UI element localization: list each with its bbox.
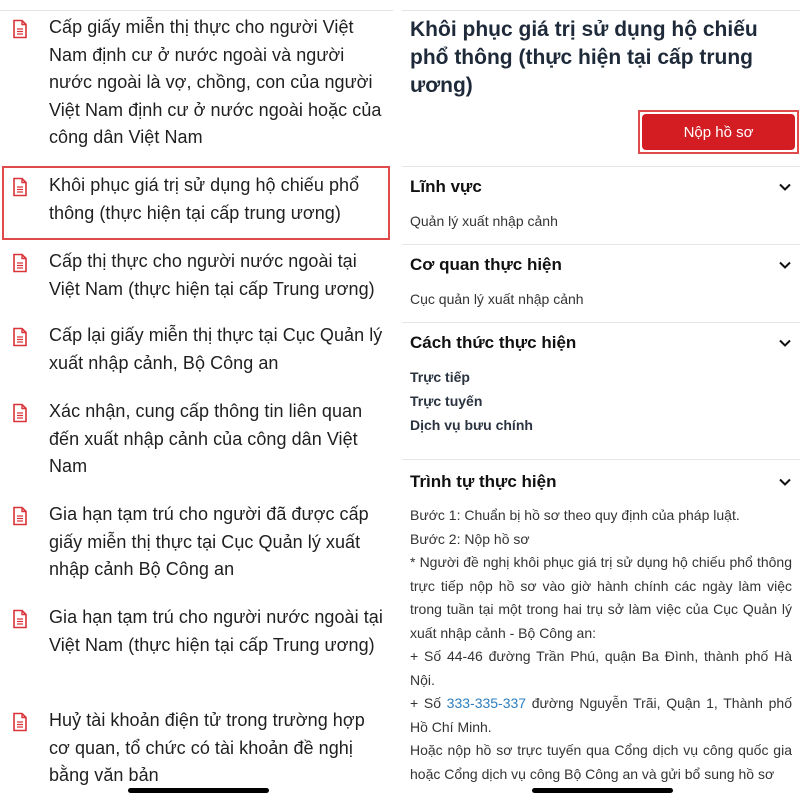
section-field-header[interactable]: [402, 167, 800, 207]
method-in-person: Trực tiếp: [410, 369, 470, 385]
section-field: [402, 166, 800, 242]
procedure-label: Gia hạn tạm trú cho người đã được cấp giấy miễn thị thực tại Cục Quản lý xuất nhập cảnh Bộ Công an: [49, 504, 369, 579]
divider: [402, 10, 800, 11]
procedure-label: Huỷ tài khoản điện tử trong trường hợp cơ quan, tổ chức có tài khoản đề nghị bằng văn bản: [49, 710, 365, 785]
document-icon: [10, 177, 30, 197]
procedure-list-item[interactable]: [0, 707, 393, 797]
chevron-down-icon[interactable]: [778, 258, 792, 272]
procedure-label: Cấp giấy miễn thị thực cho người Việt Nam định cư ở nước ngoài và người nước ngoài là vợ, chồng, con của người Việt Nam định cư ở nước ngoài hoặc của công dân Việt Nam: [49, 17, 382, 147]
step-2: Bước 2: Nộp hồ sơ: [410, 530, 530, 547]
online-submission-note: Hoặc nộp hồ sơ trực tuyến qua Cổng dịch vụ công quốc gia hoặc Cổng dịch vụ công Bộ Công an và gửi bổ sung hồ sơ: [410, 742, 792, 782]
chevron-down-icon[interactable]: [778, 475, 792, 489]
procedure-list-item-selected[interactable]: [4, 168, 388, 238]
method-online: Trực tuyến: [410, 393, 483, 409]
home-indicator: [532, 788, 673, 793]
document-icon: [10, 506, 30, 526]
address-prefix: + Số: [410, 695, 447, 711]
procedure-list: [0, 14, 393, 785]
home-indicator: [128, 788, 269, 793]
document-icon: [10, 609, 30, 629]
section-title: Cách thức thực hiện: [410, 333, 577, 352]
procedure-title: Khôi phục giá trị sử dụng hộ chiếu phổ thông (thực hiện tại cấp trung ương): [410, 18, 758, 97]
procedure-label: Cấp lại giấy miễn thị thực tại Cục Quản lý xuất nhập cảnh, Bộ Công an: [49, 325, 383, 373]
procedure-label: Khôi phục giá trị sử dụng hộ chiếu phổ thông (thực hiện tại cấp trung ương): [49, 175, 360, 223]
procedure-list-item[interactable]: [0, 322, 393, 382]
document-icon: [10, 712, 30, 732]
procedure-list-item[interactable]: [0, 501, 393, 589]
submit-application-button[interactable]: Nộp hồ sơ: [642, 114, 795, 150]
step-note: * Người đề nghị khôi phục giá trị sử dụng hộ chiếu phổ thông trực tiếp nộp hồ sơ vào giờ hành chính các ngày làm việc trong tuần tại một trong hai trụ sở làm việc của Cục Quản lý xuất nhập cảnh - Bộ Công an:: [410, 554, 792, 641]
procedure-label: Cấp thị thực cho người nước ngoài tại Việt Nam (thực hiện tại cấp Trung ương): [49, 251, 375, 299]
procedure-list-item[interactable]: [0, 248, 393, 308]
procedure-label: Xác nhận, cung cấp thông tin liên quan đến xuất nhập cảnh của công dân Việt Nam: [49, 401, 363, 476]
chevron-down-icon[interactable]: [778, 336, 792, 350]
document-icon: [10, 403, 30, 423]
document-icon: [10, 327, 30, 347]
section-agency: [402, 244, 800, 322]
section-title: Lĩnh vực: [410, 177, 482, 196]
procedure-list-item[interactable]: [0, 604, 393, 692]
section-title: Trình tự thực hiện: [410, 472, 557, 491]
method-postal: Dịch vụ bưu chính: [410, 417, 533, 433]
chevron-down-icon[interactable]: [778, 180, 792, 194]
section-method-header[interactable]: [402, 323, 800, 363]
step-1: Bước 1: Chuẩn bị hồ sơ theo quy định của pháp luật.: [410, 507, 740, 523]
procedure-detail-panel: [402, 0, 800, 800]
section-title: Cơ quan thực hiện: [410, 255, 562, 274]
section-agency-header[interactable]: [402, 245, 800, 285]
address-hanoi: + Số 44-46 đường Trần Phú, quận Ba Đình, thành phố Hà Nội.: [410, 648, 792, 688]
document-icon: [10, 253, 30, 273]
agency-value: Cục quản lý xuất nhập cảnh: [410, 291, 584, 307]
address-suffix: đường Nguyễn Trãi, Quận 1, Thành phố Hồ Chí Minh.: [410, 695, 792, 735]
address-hcm: [410, 692, 792, 739]
procedure-list-item[interactable]: [0, 14, 393, 164]
section-procedure: [402, 459, 800, 800]
phone-link[interactable]: 333-335-337: [446, 695, 527, 711]
section-procedure-header[interactable]: [402, 460, 800, 502]
submit-button-highlight: [638, 110, 799, 154]
procedure-label: Gia hạn tạm trú cho người nước ngoài tại Việt Nam (thực hiện tại cấp Trung ương): [49, 607, 383, 655]
procedure-list-item[interactable]: [0, 398, 393, 486]
document-icon: [10, 19, 30, 39]
procedure-list-panel: [0, 0, 393, 800]
procedure-steps: [402, 504, 800, 786]
divider: [0, 10, 393, 11]
field-value: Quản lý xuất nhập cảnh: [410, 213, 558, 229]
section-method: [402, 322, 800, 460]
